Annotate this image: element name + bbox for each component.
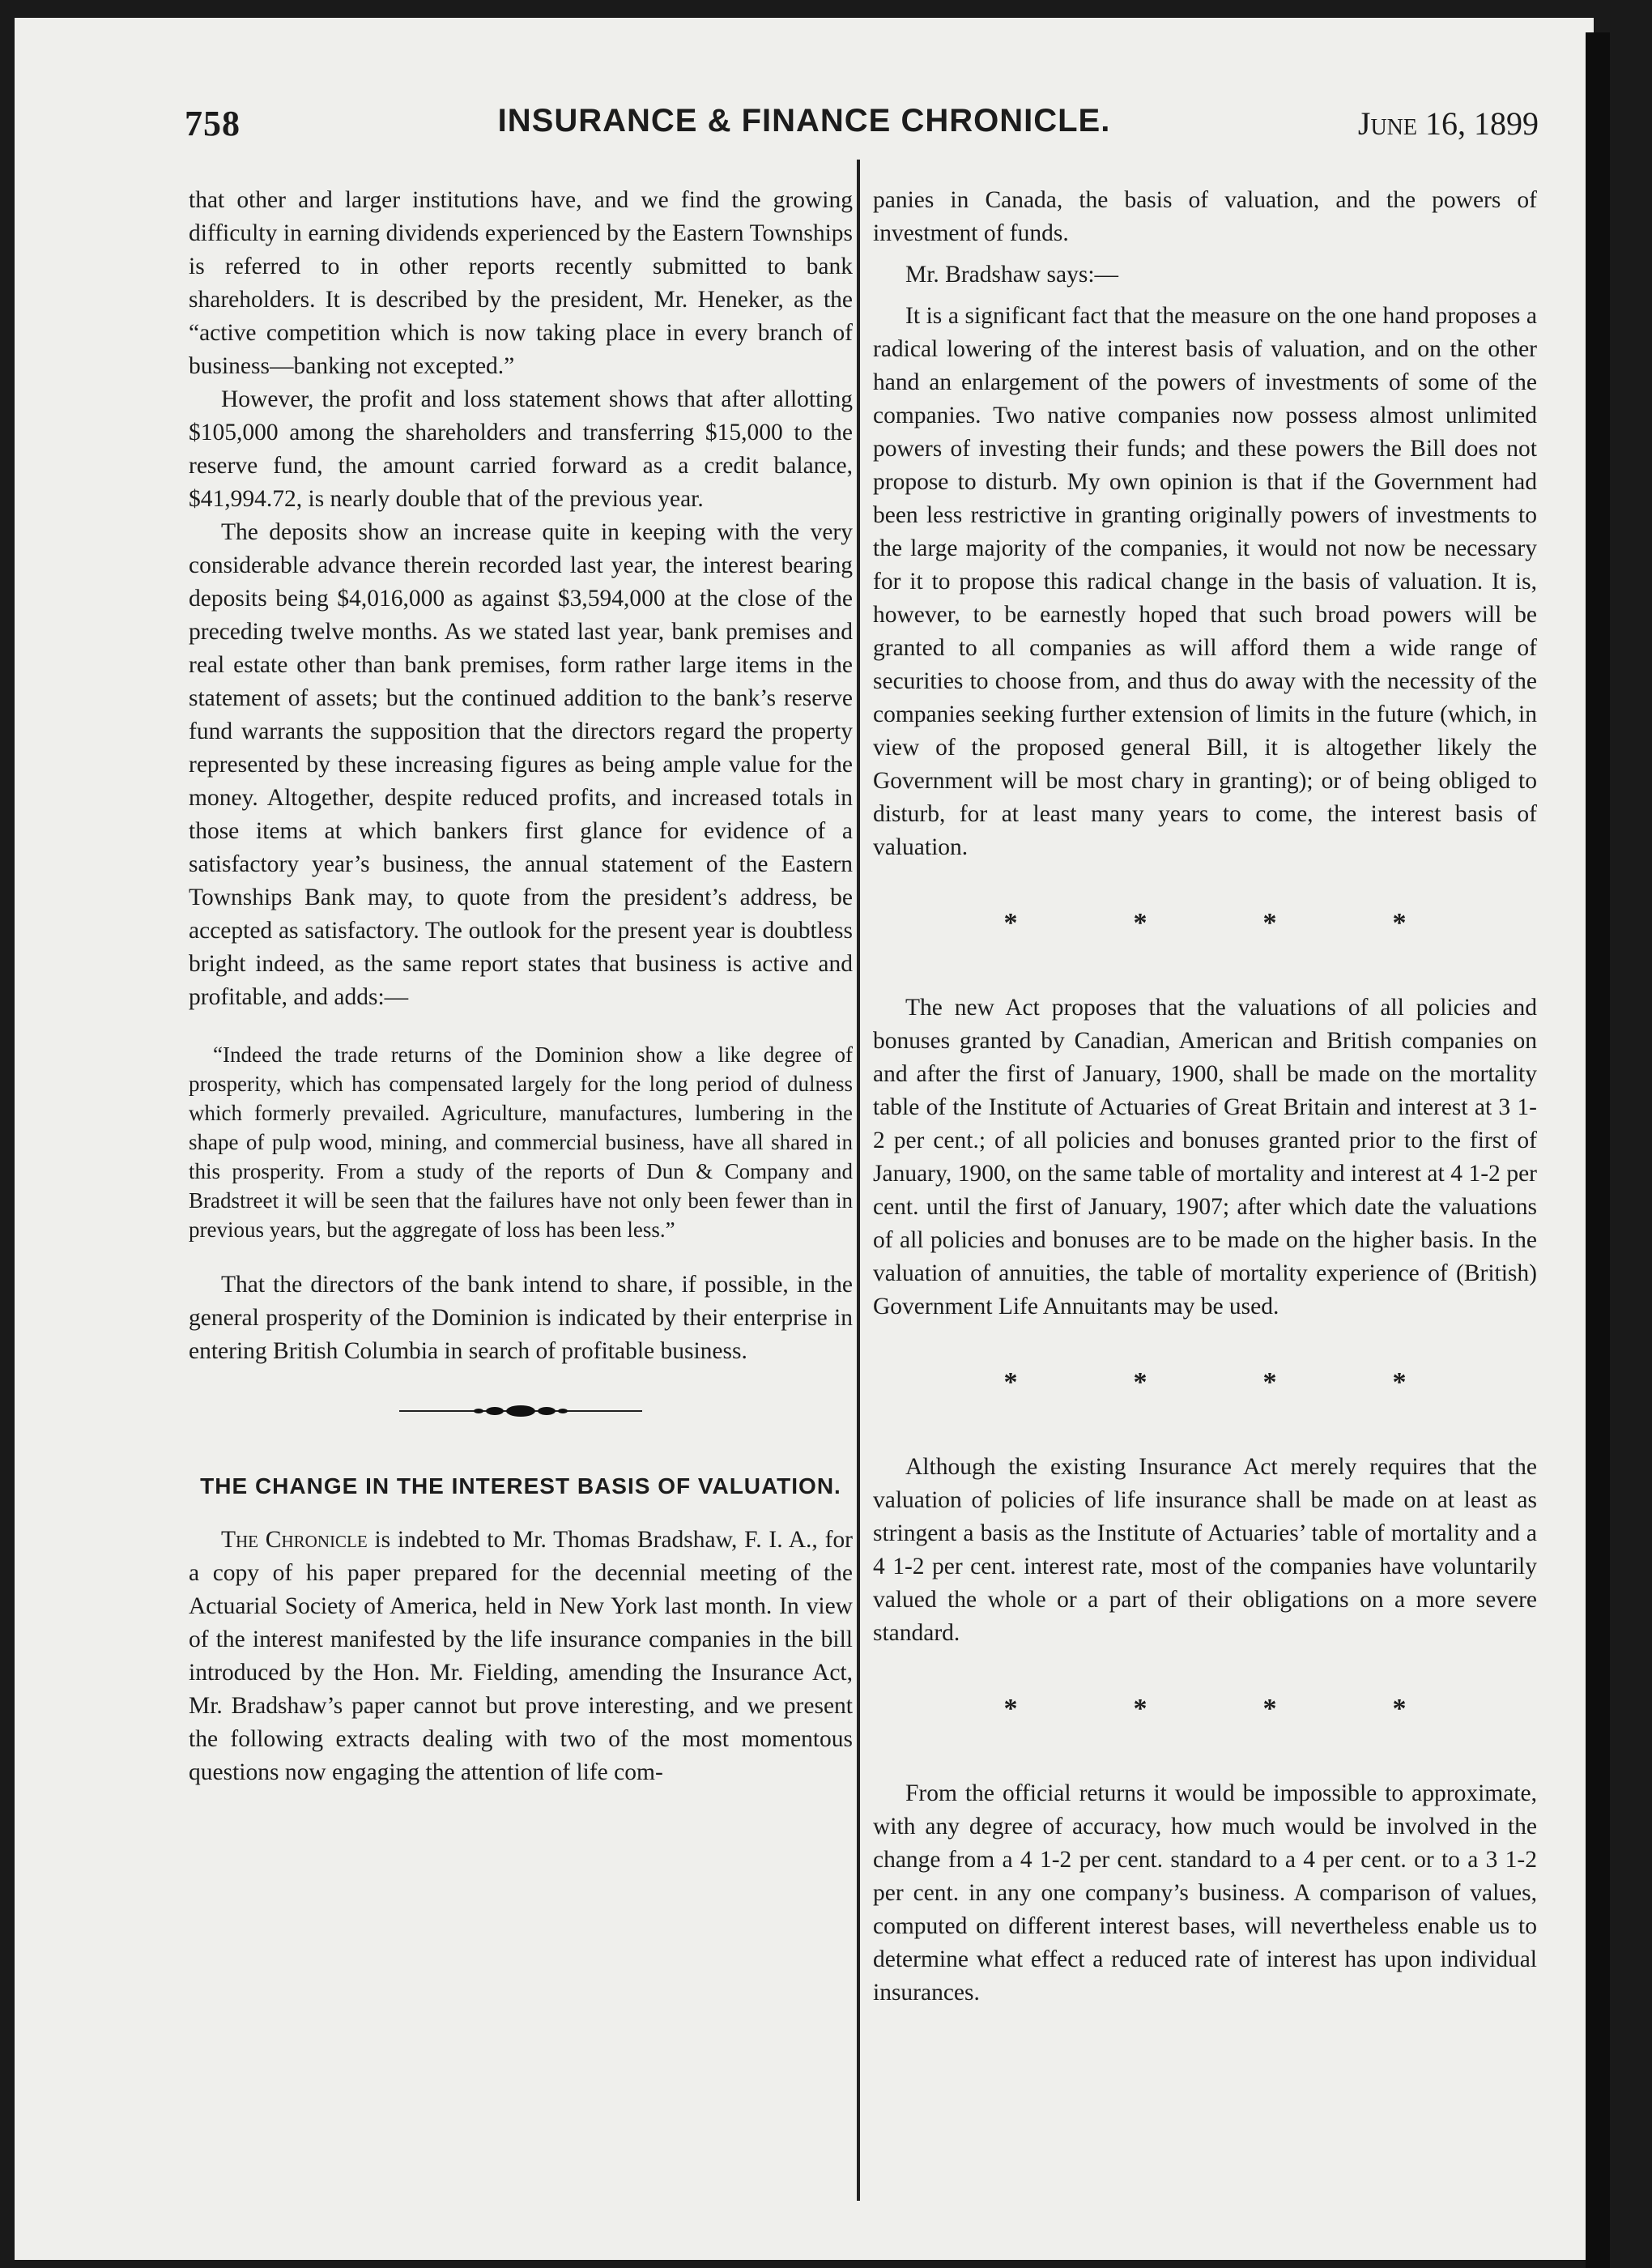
section-stars-1 [873,906,1537,940]
block-quote [189,1040,853,1244]
page-number: 758 [185,104,241,143]
paragraph-4: That the directors of the bank intend to share, if possible, in the general prosperity of the Dominion is indicated by their enterprise in entering British Columbia in search of profitable business. [189,1272,853,1364]
article-heading: THE CHANGE IN THE INTEREST BASIS OF VALUATION. [200,1473,841,1498]
star: * [1392,1367,1407,1397]
column-divider [857,160,860,2201]
ornament-divider [189,1399,853,1423]
publication-title: INSURANCE & FINANCE CHRONICLE. [497,103,1111,139]
section-stars-3 [873,1692,1537,1725]
paragraph-r6: From the official returns it would be impossible to approximate, with any degree of accuracy, how much would be involved in the change from a 4 1-2 per cent. standard to a 4 per cent. or to a 3 1-2 per cent. in any one company’s business. A comparison of values, computed on different interest bases, will nevertheless enable us to determine what effect a reduced rate of interest has upon individual insurances. [873,1780,1537,2006]
star: * [1392,908,1407,938]
paragraph-3: The deposits show an increase quite in keeping with the very considerable advance therein recorded last year, the interest bearing deposits being $4,016,000 as against $3,594,000 at the close of the preceding twelve months. As we stated last year, bank premises and real estate other than bank premises, form rather large items in the statement of assets; but the continued addition to the bank’s reserve fund warrants the supposition that the directors regard the property represented by these increasing figures as being ample value for the money. Altogether, despite reduced profits, and increased totals in those items at which bankers first glance for evidence of a satisfactory year’s business, the annual statement of the Eastern Townships Bank may, to quote from the president’s address, be accepted as satisfactory. The outlook for the present year is doubtless bright indeed, as the same report states that business is active and profitable, and adds:— [189,519,853,1010]
paragraph-r1: panies in Canada, the basis of valuation, and the powers of investment of funds. [873,187,1537,246]
star: * [1003,1694,1018,1724]
page-header [15,103,1594,151]
paragraph-r2: Mr. Bradshaw says:— [905,262,1119,288]
chronicle-name: The Chronicle [221,1527,368,1553]
star: * [1133,1367,1147,1397]
star: * [1133,908,1147,938]
star: * [1133,1694,1147,1724]
paragraph-5 [189,1524,853,1789]
issue-date: June 16, 1899 [1357,105,1539,142]
star: * [1262,1367,1277,1397]
paragraph-2: However, the profit and loss statement shows that after allotting $105,000 among the shareholders and transferring $15,000 to the reserve fund, the amount carried forward as a credit balance, $41,994.72, is nearly double that of the previous year. [189,386,853,512]
paragraph-1: that other and larger institutions have, and we find the growing difficulty in earning dividends experienced by the Eastern Townships is referred to in other reports recently submitted to bank shareholders. It is described by the president, Mr. Heneker, as the “active competition which is now taking place in every branch of business—banking not excepted.” [189,187,853,379]
paragraph-r4: The new Act proposes that the valuations of all policies and bonuses granted by Canadian, American and British companies on and after the first of January, 1900, shall be made on the mortality table of the Institute of Actuaries of Great Britain and interest at 3 1-2 per cent.; of all policies and bonuses granted prior to the first of January, 1900, on the same table of mortality and interest at 4 1-2 per cent. until the first of January, 1907; after which date the valuations of all policies and bonuses are to be made on the higher basis. In the valuation of annuities, the table of mortality experience of (British) Government Life Annuitants may be used. [873,995,1537,1319]
ornament-rule-icon [399,1401,642,1421]
page-edge-shadow [1586,32,1610,2268]
left-column [189,184,853,1789]
paragraph-r3: It is a significant fact that the measure on the one hand proposes a radical lowering of the interest basis of valuation, and on the other hand an enlargement of the powers of investments of some of the companies. Two native companies now possess almost unlimited powers of investing their funds; and these powers the Bill does not propose to disturb. My own opinion is that if the Government had been less restrictive in granting originally powers of investments to the large majority of the companies, it would not now be necessary for it to propose this radical change in the basis of valuation. It is, however, to be earnestly hoped that such broad powers will be granted to all companies as will afford them a wide range of securities to choose from, and thus do away with the necessity of the companies seeking further extension of limits in the future (which, in view of the proposed general Bill, it is altogether likely the Government will be most chary in granting); or of being obliged to disturb, for at least many years to come, the interest basis of valuation. [873,303,1537,860]
star: * [1003,1367,1018,1397]
star: * [1003,908,1018,938]
paragraph-r5: Although the existing Insurance Act merely requires that the valuation of policies of life insurance shall be made on at least as stringent a basis as the Institute of Actuaries’ table of mortality and a 4 1-2 per cent. interest rate, most of the companies have voluntarily valued the whole or a part of their obligations on a more severe standard. [873,1454,1537,1646]
star: * [1262,1694,1277,1724]
newspaper-page [15,18,1594,2260]
right-column [873,184,1537,2010]
paragraph-5-text: is indebted to Mr. Thomas Bradshaw, F. I. A., for a copy of his paper prepared for the decennial meeting of the Actuarial Society of America, held in New York last month. In view of the interest manifested by the life insurance companies in the bill introduced by the Hon. Mr. Fielding, amending the Insurance Act, Mr. Bradshaw’s paper cannot but prove interesting, and we present the following extracts dealing with two of the most momentous questions now engaging the attention of life com- [189,1527,853,1785]
quote-text: “Indeed the trade returns of the Dominion show a like degree of prosperity, which has compensated largely for the long period of dulness which formerly prevailed. Agriculture, manufactures, lumbering in the shape of pulp wood, mining, and commercial business, have all shared in this prosperity. From a study of the reports of Dun & Company and Bradstreet it will be seen that the failures have not only been fewer than in previous years, but the aggregate of loss has been less.” [189,1042,853,1242]
section-stars-2 [873,1366,1537,1399]
star: * [1392,1694,1407,1724]
star: * [1262,908,1277,938]
